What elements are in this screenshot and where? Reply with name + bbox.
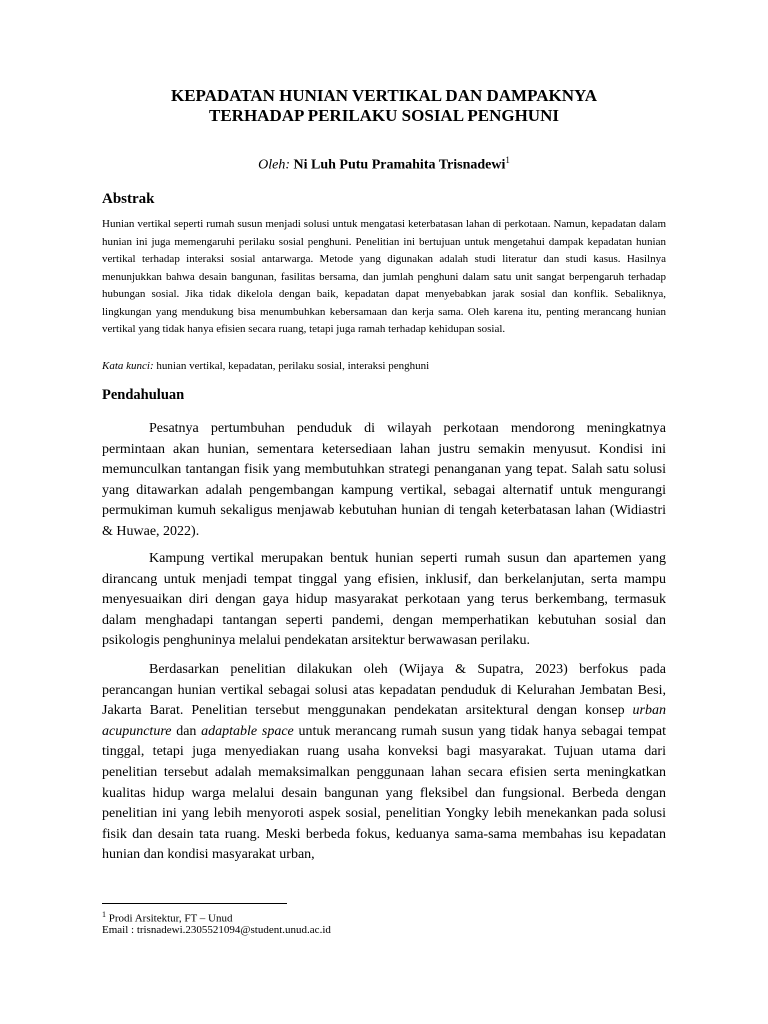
footnote-email-address: trisnadewi.2305521094@student.unud.ac.id xyxy=(136,924,331,936)
p3-text-a: Berdasarkan penelitian dilakukan oleh (Wijaya & Supatra, 2023) berfokus pada perancangan hunian vertikal sebagai solusi atas kepadatan penduduk di Kelurahan Jembatan Besi, Jakarta Barat. Penelitian tersebut menggunakan pendekatan arsitektural dengan konsep xyxy=(102,662,666,719)
title-line-1: KEPADATAN HUNIAN VERTIKAL DAN DAMPAKNYA xyxy=(171,86,597,105)
keywords xyxy=(102,358,666,375)
p3-text-c: untuk merancang rumah susun yang tidak hanya sebagai tempat tinggal, tetapi juga menyediakan ruang usaha konveksi bagi masyarakat. Tujuan utama dari penelitian tersebut adalah memaksimalkan penggunaan lahan secara efisien serta meningkatkan kualitas hidup warga melalui desain bangunan yang fleksibel dan fungsional. Berbeda dengan penelitian ini yang lebih menyoroti aspek sosial, penelitian Yongky lebih menekankan pada solusi fisik dan desain tata ruang. Meski berbeda fokus, keduanya sama-sama membahas isu kepadatan hunian dan kondisi masyarakat urban, xyxy=(102,723,667,863)
footnote-email xyxy=(102,923,331,937)
intro-paragraph-2: Kampung vertikal merupakan bentuk hunian seperti rumah susun dan apartemen yang dirancang untuk menjadi tempat tinggal yang efisien, inklusif, dan berkelanjutan, serta mampu menyesuaikan diri dengan gaya hidup masyarakat perkotaan yang terus berkembang, termasuk dalam menghadapi tantangan seperti pandemi, dengan memperhatikan kebutuhan sosial dan psikologis penghuninya melalui pendekatan arsitektur berwawasan perilaku. xyxy=(102,551,666,649)
p3-text-b: dan xyxy=(171,723,202,739)
intro-paragraph-1: Pesatnya pertumbuhan penduduk di wilayah perkotaan mendorong meningkatnya permintaan akan hunian, sementara ketersediaan lahan justru semakin menyusut. Kondisi ini memunculkan tantangan fisik yang membutuhkan strategi penanganan yang tepat. Salah satu solusi yang ditawarkan adalah pengembangan kampung vertikal, sebagai alternatif untuk mengurangi permukiman kumuh sekaligus menjawab kebutuhan hunian di tengah keterbatasan lahan (Widiastri & Huwae, 2022). xyxy=(102,421,666,539)
abstract-text: Hunian vertikal seperti rumah susun menjadi solusi untuk mengatasi keterbatasan lahan di perkotaan. Namun, kepadatan dalam hunian ini juga memengaruhi perilaku sosial penghuni. Penelitian ini bertujuan untuk mengetahui dampak kepadatan hunian vertikal terhadap interaksi sosial antarwarga. Metode yang digunakan adalah studi literatur dan studi kasus. Hasilnya menunjukkan bahwa desain bangunan, fasilitas bersama, dan jumlah penghuni dalam satu unit sangat berpengaruh terhadap hubungan sosial. Jika tidak dikelola dengan baik, kepadatan dapat menyebabkan jarak sosial dan konflik. Sebaliknya, lingkungan yang mendukung bisa menumbuhkan kebersamaan dan kerja sama. Oleh karena itu, penting merancang hunian vertikal yang tidak hanya efisien secara ruang, tetapi juga ramah terhadap kehidupan sosial. xyxy=(102,218,666,335)
author-byline xyxy=(102,155,666,174)
footnote-affiliation-text: Prodi Arsitektur, FT – Unud xyxy=(108,912,233,925)
footnote-divider xyxy=(102,903,287,904)
introduction-heading: Pendahuluan xyxy=(102,387,185,403)
title-line-2: TERHADAP PERILAKU SOSIAL PENGHUNI xyxy=(209,106,559,125)
p3-term-urban-acupuncture: urban acupuncture xyxy=(102,703,666,739)
footnote-email-label: Email : xyxy=(102,924,137,936)
author-footnote-mark: 1 xyxy=(505,155,510,165)
author-name: Ni Luh Putu Pramahita Trisnadewi xyxy=(293,157,506,173)
footnote-mark: 1 xyxy=(102,910,106,919)
abstract-heading: Abstrak xyxy=(102,191,155,207)
keywords-list: hunian vertikal, kepadatan, perilaku sosial, interaksi penghuni xyxy=(156,360,430,372)
p3-term-adaptable-space: adaptable space xyxy=(201,723,294,739)
intro-paragraph-3 xyxy=(102,660,666,866)
byline-prefix: Oleh: xyxy=(258,157,291,173)
paper-title xyxy=(102,86,666,126)
keywords-label: Kata kunci: xyxy=(102,360,154,372)
